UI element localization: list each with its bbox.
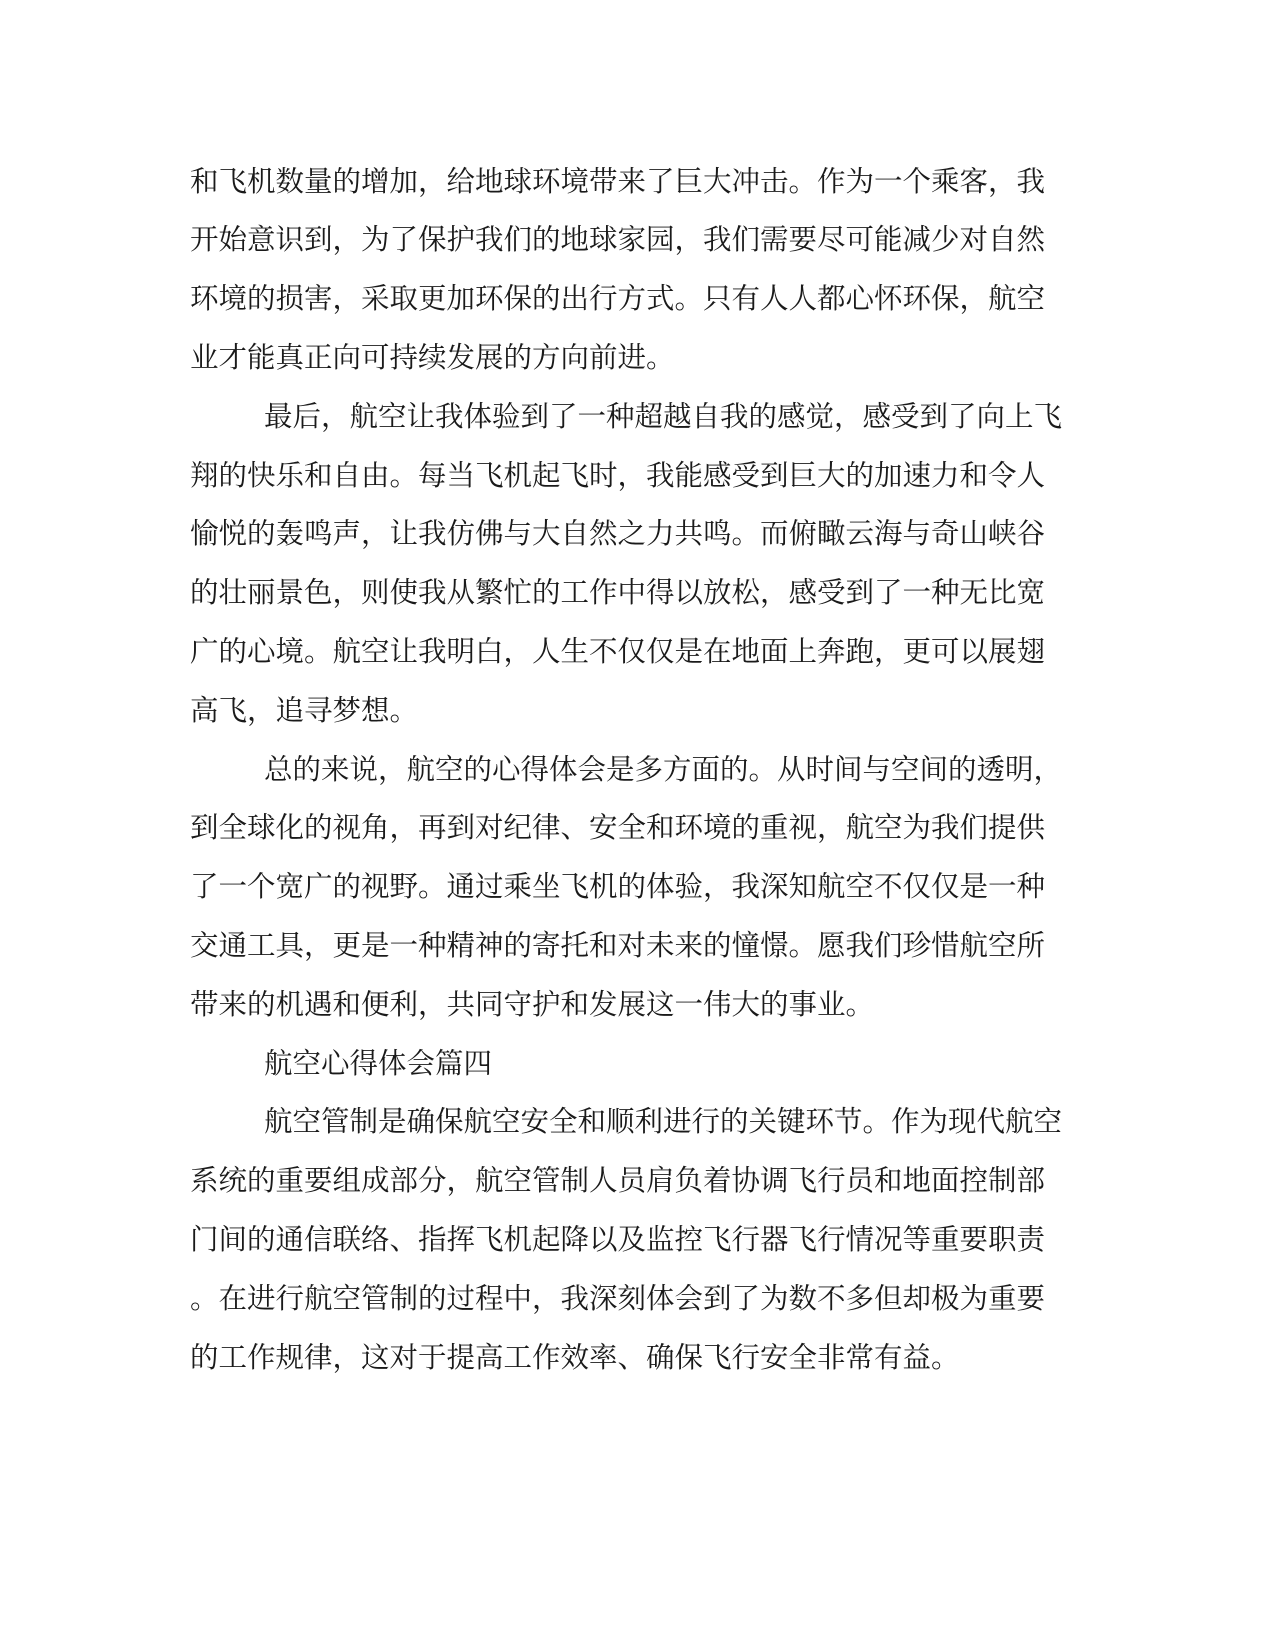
text-line: 系统的重要组成部分，航空管制人员肩负着协调飞行员和地面控制部 — [190, 1164, 1046, 1197]
text-line: 翔的快乐和自由。每当飞机起飞时，我能感受到巨大的加速力和令人 — [190, 459, 1046, 492]
text-line: 开始意识到，为了保护我们的地球家园，我们需要尽可能减少对自然 — [190, 223, 1046, 256]
text-line: 高飞，追寻梦想。 — [190, 694, 419, 727]
text-line: 到全球化的视角，再到对纪律、安全和环境的重视，航空为我们提供 — [190, 811, 1046, 844]
text-line: 带来的机遇和便利，共同守护和发展这一伟大的事业。 — [190, 988, 875, 1021]
text-line: 愉悦的轰鸣声，让我仿佛与大自然之力共鸣。而俯瞰云海与奇山峡谷 — [190, 517, 1046, 550]
text-line: 了一个宽广的视野。通过乘坐飞机的体验，我深知航空不仅仅是一种 — [190, 870, 1046, 903]
text-line: 。在进行航空管制的过程中，我深刻体会到了为数不多但却极为重要 — [190, 1282, 1046, 1315]
text-line: 交通工具，更是一种精神的寄托和对未来的憧憬。愿我们珍惜航空所 — [190, 929, 1046, 962]
paragraph-first-line: 总的来说，航空的心得体会是多方面的。从时间与空间的透明， — [264, 753, 1063, 786]
text-line: 业才能真正向可持续发展的方向前进。 — [190, 341, 675, 374]
text-line: 门间的通信联络、指挥飞机起降以及监控飞行器飞行情况等重要职责 — [190, 1223, 1046, 1256]
paragraph-first-line: 最后，航空让我体验到了一种超越自我的感觉，感受到了向上飞 — [264, 400, 1063, 433]
text-line: 的工作规律，这对于提高工作效率、确保飞行安全非常有益。 — [190, 1341, 960, 1374]
paragraph-first-line: 航空管制是确保航空安全和顺利进行的关键环节。作为现代航空 — [264, 1105, 1063, 1138]
text-line: 和飞机数量的增加，给地球环境带来了巨大冲击。作为一个乘客，我 — [190, 165, 1046, 198]
text-line: 环境的损害，采取更加环保的出行方式。只有人人都心怀环保，航空 — [190, 282, 1046, 315]
text-line: 广的心境。航空让我明白，人生不仅仅是在地面上奔跑，更可以展翅 — [190, 635, 1046, 668]
section-heading: 航空心得体会篇四 — [264, 1047, 493, 1080]
text-line: 的壮丽景色，则使我从繁忙的工作中得以放松，感受到了一种无比宽 — [190, 576, 1046, 609]
